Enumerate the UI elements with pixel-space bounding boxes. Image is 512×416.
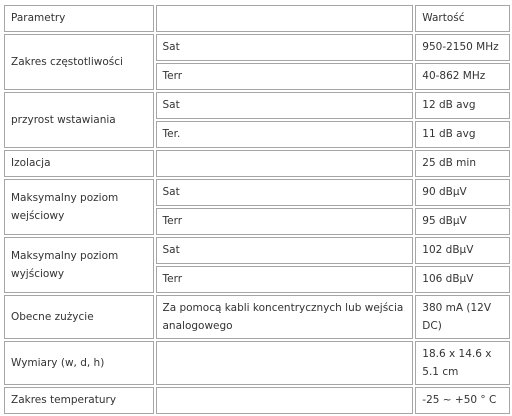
header-value: Wartość [415,5,510,32]
row-param: Wymiary (w, d, h) [4,341,154,385]
table-header-row [4,5,510,32]
row-param: Zakres temperatury [4,387,154,414]
row-value: 95 dBµV [415,208,510,235]
row-value: 380 mA (12V DC) [415,295,510,339]
row-sub: Sat [156,34,414,61]
row-sub [156,387,414,414]
table-row [4,92,510,119]
row-param: przyrost wstawiania [4,92,154,148]
row-value: 40-862 MHz [415,63,510,90]
row-value: 102 dBµV [415,237,510,264]
table-row [4,295,510,339]
row-sub: Sat [156,92,414,119]
row-sub: Sat [156,179,414,206]
row-sub: Terr [156,208,414,235]
row-sub: Terr [156,266,414,293]
row-value: -25 ~ +50 ° C [415,387,510,414]
row-param: Obecne zużycie [4,295,154,339]
row-param: Zakres częstotliwości [4,34,154,90]
row-param: Maksymalny poziom wejściowy [4,179,154,235]
row-sub: Sat [156,237,414,264]
row-value: 18.6 x 14.6 x 5.1 cm [415,341,510,385]
table-row [4,387,510,414]
header-sub [156,5,414,32]
table-row [4,237,510,264]
spec-table [2,3,512,416]
row-sub: Ter. [156,121,414,148]
row-value: 11 dB avg [415,121,510,148]
row-sub [156,341,414,385]
table-row [4,150,510,177]
row-value: 950-2150 MHz [415,34,510,61]
table-row [4,179,510,206]
row-param: Izolacja [4,150,154,177]
row-value: 90 dBµV [415,179,510,206]
header-param: Parametry [4,5,154,32]
table-row [4,34,510,61]
row-param: Maksymalny poziom wyjściowy [4,237,154,293]
row-value: 25 dB min [415,150,510,177]
table-row [4,341,510,385]
row-sub [156,150,414,177]
row-sub: Terr [156,63,414,90]
row-sub: Za pomocą kabli koncentrycznych lub wejścia analogowego [156,295,414,339]
row-value: 12 dB avg [415,92,510,119]
row-value: 106 dBµV [415,266,510,293]
